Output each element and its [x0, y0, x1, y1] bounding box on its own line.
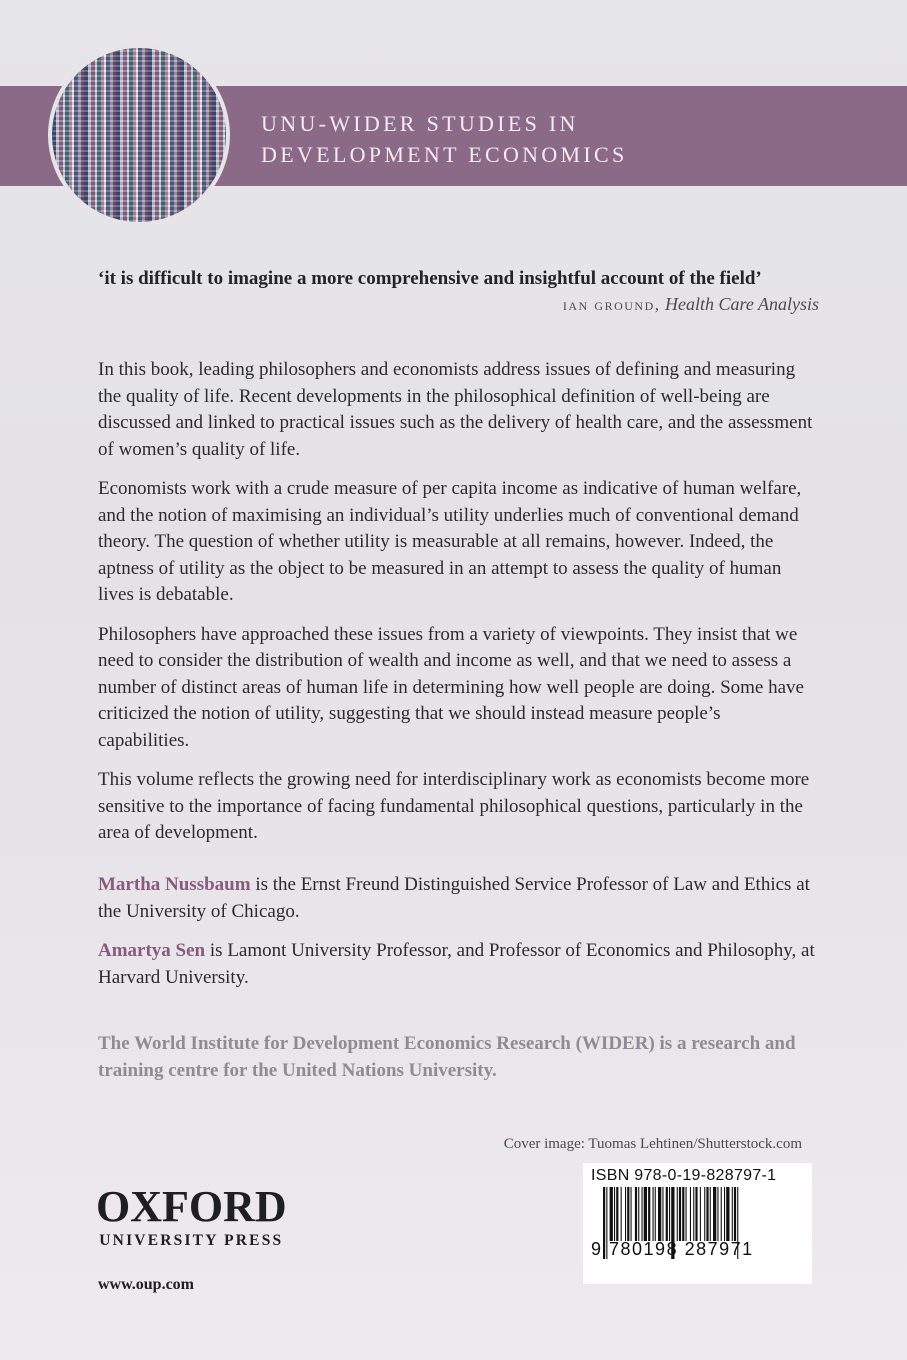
quote-author: ian ground,	[562, 295, 661, 314]
barcode-bar	[648, 1187, 650, 1241]
barcode-bar	[724, 1187, 725, 1241]
barcode-bar	[706, 1187, 708, 1241]
barcode-bar	[666, 1187, 668, 1241]
barcode-bar	[658, 1187, 661, 1241]
author-bio	[98, 938, 818, 991]
isbn-text: ISBN 978-0-19-828797-1	[591, 1167, 777, 1184]
barcode-bar	[732, 1187, 733, 1241]
barcode-bar	[677, 1187, 678, 1241]
barcode-bar	[726, 1187, 729, 1241]
description-paragraph: This volume reflects the growing need for interdisciplinary work as economists become more sensitive to the importance of facing fundamental philosophical questions, particularly in the area of development.	[98, 769, 810, 843]
barcode-bar	[627, 1187, 629, 1241]
barcode-bar	[653, 1187, 654, 1241]
cover-image-credit: Cover image: Tuomas Lehtinen/Shutterstock.com	[503, 1136, 802, 1152]
barcode-bar	[614, 1187, 615, 1241]
barcode-bar	[669, 1187, 670, 1241]
barcode-bar	[734, 1187, 736, 1241]
description-paragraph: Economists work with a crude measure of per capita income as indicative of human welfare, and the notion of maximising an individual’s utility underlies much of conventional demand theory. The question of whether utility is measurable at all remains, however. Indeed, the aptness of utility as the object to be measured in an attempt to assess the quality of human lives is debatable.	[98, 478, 802, 605]
barcode-bar	[655, 1187, 656, 1241]
barcode-bar	[642, 1187, 643, 1241]
isbn-barcode	[583, 1163, 812, 1284]
description-paragraph: In this book, leading philosophers and economists address issues of defining and measuring the quality of life. Recent developments in the philosophical definition of well-being are discussed and linked to practical issues such as the delivery of health care, and the assessment of women’s quality of life.	[98, 359, 813, 460]
series-title-line-2: DEVELOPMENT ECONOMICS	[261, 142, 628, 167]
barcode-bar	[710, 1187, 711, 1241]
wider-note: The World Institute for Development Economics Research (WIDER) is a research and training centre for the United Nations University.	[98, 1033, 796, 1081]
series-title-line-1: UNU-WIDER STUDIES IN	[261, 111, 579, 136]
quote-source: Health Care Analysis	[665, 294, 819, 314]
publisher-logo	[96, 1182, 287, 1250]
barcode-digits: 9 780198 287971	[591, 1239, 754, 1259]
barcode-bar	[717, 1187, 718, 1241]
quote-attribution	[563, 294, 819, 315]
barcode-bar	[621, 1187, 622, 1241]
barcode-bar	[679, 1187, 681, 1241]
barcode-bar	[693, 1187, 694, 1241]
barcode-bar	[616, 1187, 618, 1241]
barcode-bar	[686, 1187, 687, 1241]
barcode-bar	[704, 1187, 705, 1241]
barcode-bar	[690, 1187, 691, 1241]
barcode-bar	[631, 1187, 632, 1241]
author-bios	[98, 872, 818, 1004]
book-description	[98, 357, 816, 860]
author-name: Amartya Sen	[98, 940, 206, 961]
barcode-bar	[635, 1187, 637, 1241]
publisher-subtitle: UNIVERSITY PRESS	[99, 1232, 284, 1249]
description-paragraph: Philosophers have approached these issues from a variety of viewpoints. They insist that we need to consider the distribution of wealth and income as well, and that we need to assess a number of distinct areas of human life in determining how well people are doing. Some have criticized the notion of utility, suggesting that we should instead measure people’s capabilities.	[98, 623, 804, 751]
publisher-url: www.oup.com	[98, 1276, 195, 1293]
barcode-bar	[662, 1187, 663, 1241]
barcode-bar	[721, 1187, 722, 1241]
review-quote: ‘it is difficult to imagine a more comprehensive and insightful account of the field’	[98, 268, 762, 289]
author-bio-text: is the Ernst Freund Distinguished Service Professor of Law and Ethics at the University of Chicago.	[98, 874, 810, 922]
barcode-bar	[610, 1187, 613, 1241]
author-name: Martha Nussbaum	[98, 874, 251, 895]
series-title	[261, 108, 628, 170]
barcode-bar	[682, 1187, 684, 1241]
barcode-bar	[695, 1187, 697, 1241]
publisher-name: OXFORD	[96, 1182, 287, 1231]
barcode-bar	[713, 1187, 716, 1241]
barcode-bar	[700, 1187, 701, 1241]
barcode-bar	[625, 1187, 626, 1241]
author-bio	[98, 872, 818, 925]
cover-thumbnail-image	[48, 44, 230, 226]
author-bio-text: is Lamont University Professor, and Professor of Economics and Philosophy, at Harvard University.	[98, 940, 815, 988]
barcode-bar	[644, 1187, 647, 1241]
barcode-bar	[638, 1187, 639, 1241]
